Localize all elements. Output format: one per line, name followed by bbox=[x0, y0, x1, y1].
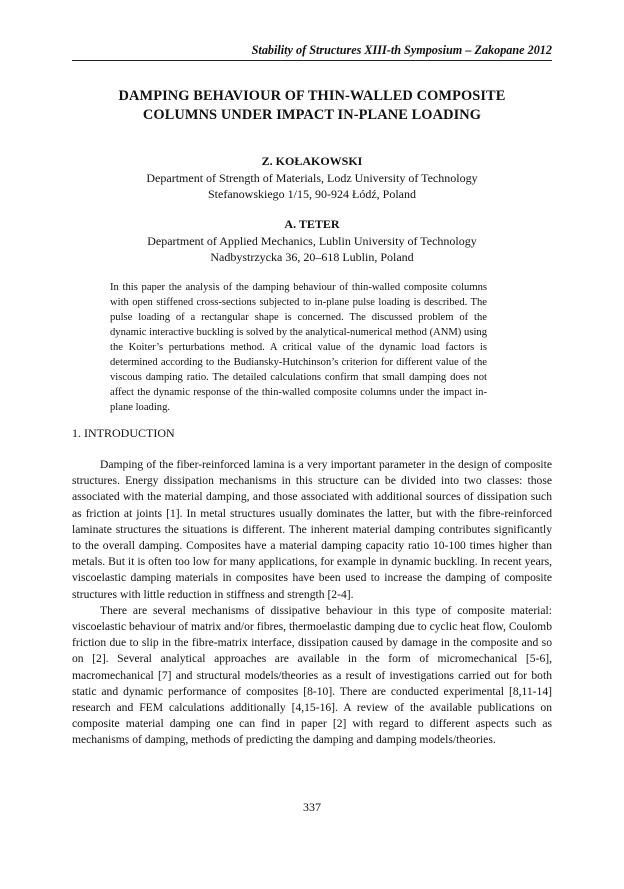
running-head: Stability of Structures XIII-th Symposium – Zakopane 2012 bbox=[251, 43, 552, 57]
paper-title bbox=[72, 87, 552, 125]
title-line-1: DAMPING BEHAVIOUR OF THIN-WALLED COMPOSITE bbox=[118, 88, 506, 104]
paragraph: Damping of the fiber-reinforced lamina is a very important parameter in the design of composite structures. Energy dissipation mechanisms in this structure can be divided into two classes: those associated with the material damping, and those associated with additional sources of dissipation such as friction at joints [1]. In metal structures usually dominates the latter, but with the fibre-reinforced laminate structures the situations is different. The inherent material damping contributes significantly to the overall damping. Composites have a material damping capacity ratio 10-100 times higher than metals. But it is often too low for many applications, for example in dynamic buckling. In recent years, viscoelastic damping materials in composites have been used to increase the damping of composite structures with little reduction in stiffness and strength [2-4]. bbox=[72, 458, 552, 601]
author-affiliation: Department of Strength of Materials, Lodz University of Technology bbox=[146, 170, 478, 185]
section-heading: 1. INTRODUCTION bbox=[72, 426, 175, 440]
paragraph: There are several mechanisms of dissipative behaviour in this type of composite material: viscoelastic behaviour of matrix and/or fibres, thermoelastic damping due to cyclic heat flow, Coulomb friction due to slip in the fibre-matrix interface, dissipation caused by damage in the composite and so on [2]. Several analytical approaches are available in the form of micromechanical [5-6], macromechanical [7] and structural models/theories as a result of investigations carried out for both static and dynamic performance of composites [8-10]. There are conducted experimental [8,11-14] research and FEM calculations additionally [4,15-16]. A review of the available publications on composite material damping one can find in paper [2] with regard to different aspects such as mechanisms of damping, methods of predicting the damping and damping models/theories. bbox=[72, 603, 552, 747]
author-affiliation: Department of Applied Mechanics, Lublin University of Technology bbox=[147, 233, 477, 248]
author-address: Nadbystrzycka 36, 20–618 Lublin, Poland bbox=[210, 250, 414, 264]
author-address: Stefanowskiego 1/15, 90-924 Łódź, Poland bbox=[208, 187, 416, 201]
author-block-1 bbox=[72, 153, 552, 203]
page-number: 337 bbox=[303, 800, 321, 814]
author-name: A. TETER bbox=[284, 217, 340, 231]
title-line-2: COLUMNS UNDER IMPACT IN-PLANE LOADING bbox=[142, 107, 482, 123]
author-name: Z. KOŁAKOWSKI bbox=[261, 154, 363, 168]
author-block-2 bbox=[72, 216, 552, 266]
section-body bbox=[72, 457, 552, 749]
header-rule bbox=[72, 60, 552, 61]
abstract: In this paper the analysis of the damping behaviour of thin-walled composite columns with open stiffened cross-sections subjected to in-plane pulse loading is described. The pulse loading of a rectangular shape is concerned. The discussed problem of the dynamic interactive buckling is solved by the analytical-numerical method (ANM) using the Koiter’s perturbations method. A critical value of the dynamic load factors is determined according to the Budiansky-Hutchinson’s criterion for different value of the viscous damping ratio. The detailed calculations confirm that small damping does not affect the dynamic response of the thin-walled composite columns under the impact in-plane loading. bbox=[110, 282, 487, 413]
